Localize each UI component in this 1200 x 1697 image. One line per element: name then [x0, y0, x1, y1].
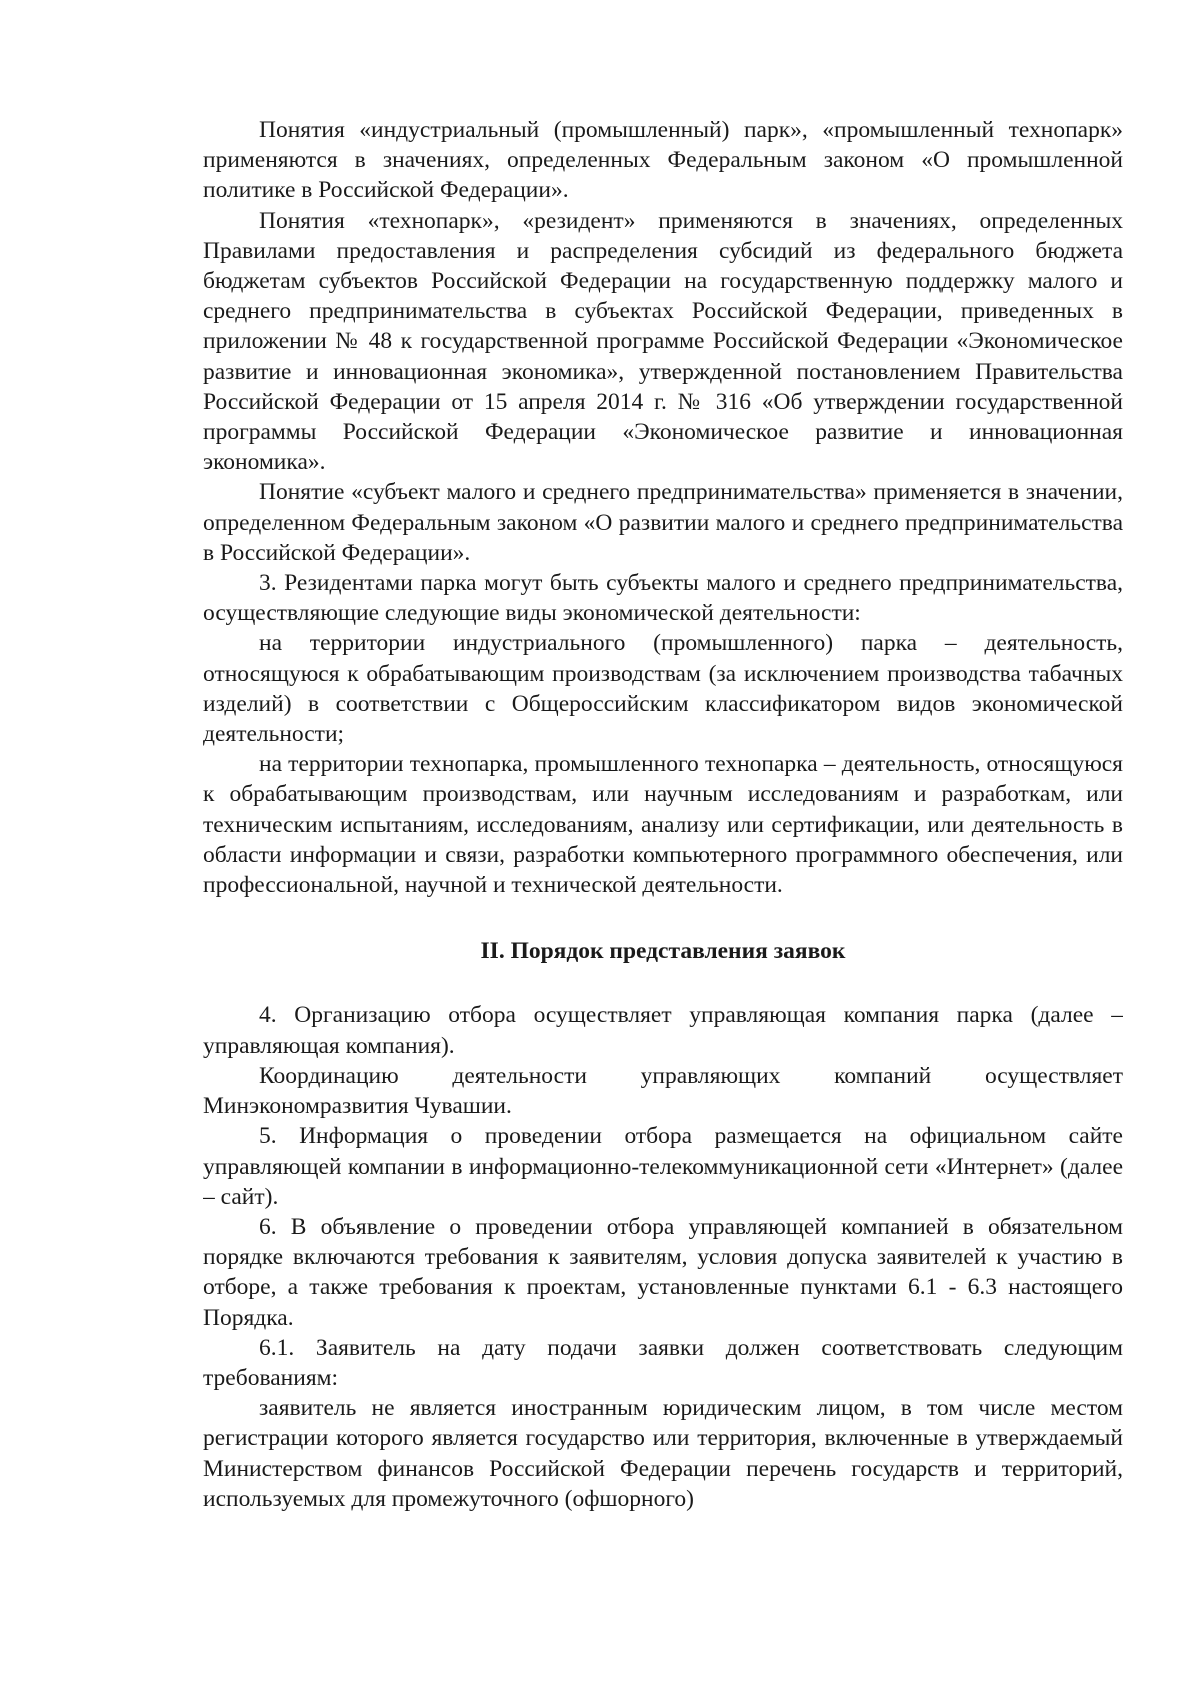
section-heading: II. Порядок представления заявок — [480, 938, 846, 965]
paragraph-applicant-not-foreign: заявитель не является иностранным юридическим лицом, в том числе местом регистрации которого является государство или территория, включенные в утверждаемый Министерством финансов Российской Федерации перечень государств и территорий, используемых для промежуточного (офшорного) — [203, 1395, 1123, 1512]
paragraph-concepts-industrial-park: Понятия «индустриальный (промышленный) парк», «промышленный технопарк» применяются в значениях, определенных Федеральным законом «О промышленной политике в Российской Федерации». — [203, 117, 1123, 204]
paragraph-item-5: 5. Информация о проведении отбора размещается на официальном сайте управляющей компании в информационно-телекоммуникационной сети «Интернет» (далее – сайт). — [203, 1123, 1123, 1210]
document-page — [203, 115, 1123, 1675]
paragraph-item-6: 6. В объявление о проведении отбора управляющей компанией в обязательном порядке включаются требования к заявителям, условия допуска заявителей к участию в отборе, а также требования к проектам, установленные пунктами 6.1 - 6.3 настоящего Порядка. — [203, 1213, 1123, 1331]
paragraph-concept-sme: Понятие «субъект малого и среднего предпринимательства» применяется в значении, определенном Федеральным законом «О развитии малого и среднего предпринимательства в Российской Федерации». — [203, 479, 1123, 566]
paragraph-item-3: 3. Резидентами парка могут быть субъекты малого и среднего предпринимательства, осуществляющие следующие виды экономической деятельности: — [203, 570, 1123, 627]
paragraph-technopark-activity: на территории технопарка, промышленного технопарка – деятельность, относящуюся к обрабатывающим производствам, или научным исследованиям и разработкам, или техническим испытаниям, исследованиям, анализу или сертификации, или деятельность в области информации и связи, разработки компьютерного программного обеспечения, или профессиональной, научной и технической деятельности. — [203, 751, 1123, 899]
paragraph-coordination: Координацию деятельности управляющих компаний осуществляет Минэкономразвития Чувашии. — [203, 1062, 1123, 1120]
paragraph-item-6-1: 6.1. Заявитель на дату подачи заявки должен соответствовать следующим требованиям: — [203, 1334, 1123, 1391]
paragraph-item-4: 4. Организацию отбора осуществляет управляющая компания парка (далее – управляющая компания). — [203, 1002, 1123, 1059]
paragraph-concepts-technopark-resident: Понятия «технопарк», «резидент» применяются в значениях, определенных Правилами предоставления и распределения субсидий из федерального бюджета бюджетам субъектов Российской Федерации на государственную поддержку малого и среднего предпринимательства в субъектах Российской Федерации, приведенных в приложении № 48 к государственной программе Российской Федерации «Экономическое развитие и инновационная экономика», утвержденной постановлением Правительства Российской Федерации от 15 апреля 2014 г. № 316 «Об утверждении государственной программы Российской Федерации «Экономическое развитие и инновационная экономика». — [203, 207, 1123, 476]
paragraph-industrial-park-activity: на территории индустриального (промышленного) парка – деятельность, относящуюся к обрабатывающим производствам (за исключением производства табачных изделий) в соответствии с Общероссийским классификатором видов экономической деятельности; — [203, 630, 1123, 748]
